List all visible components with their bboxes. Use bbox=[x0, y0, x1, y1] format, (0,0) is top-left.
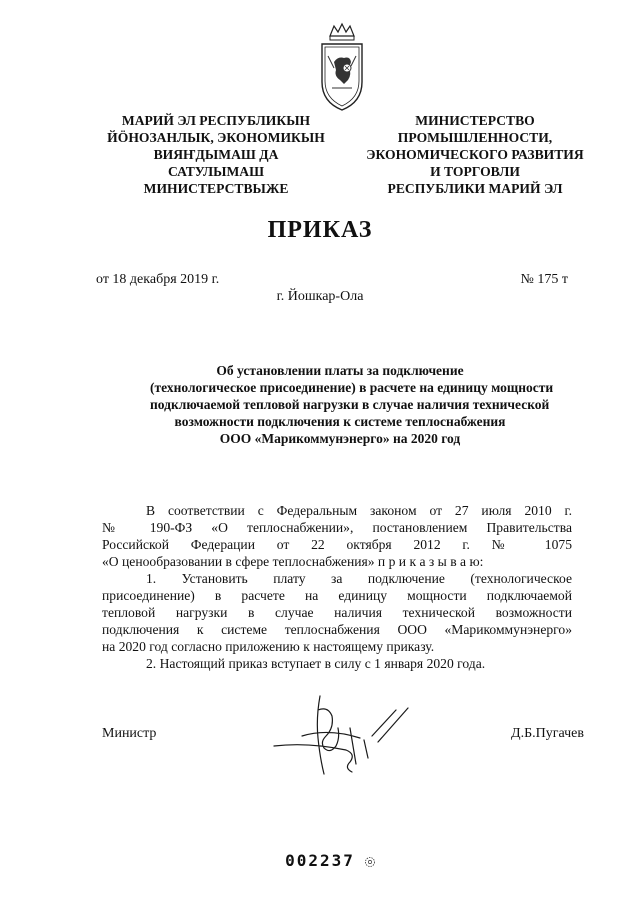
header-right-line: ЭКОНОМИЧЕСКОГО РАЗВИТИЯ bbox=[366, 147, 584, 162]
header-right-line: РЕСПУБЛИКИ МАРИЙ ЭЛ bbox=[387, 181, 563, 196]
header-right bbox=[360, 112, 590, 197]
coat-of-arms-icon bbox=[318, 22, 366, 112]
subject-line: (технологическое присоединение) в расчете на единицу мощности bbox=[150, 380, 554, 395]
header-right-line: И ТОРГОВЛИ bbox=[430, 164, 520, 179]
header-right-line: МИНИСТЕРСТВО bbox=[415, 113, 535, 128]
body-line: 1. Установить плату за подключение (технологическое bbox=[146, 571, 572, 586]
body-line: № 190-ФЗ «О теплоснабжении», постановлением Правительства bbox=[102, 520, 572, 535]
header-left-line: МАРИЙ ЭЛ РЕСПУБЛИКЫН bbox=[121, 113, 311, 128]
document-number: № 175 т bbox=[520, 272, 568, 287]
body-line: подключения к системе теплоснабжения ООО «Марикоммунэнерго» bbox=[102, 622, 572, 637]
body-line: на 2020 год согласно приложению к настоящему приказу. bbox=[102, 639, 435, 654]
document-city: г. Йошкар-Ола bbox=[276, 289, 364, 304]
document-date: от 18 декабря 2019 г. bbox=[96, 272, 220, 287]
header-right-line: ПРОМЫШЛЕННОСТИ, bbox=[397, 130, 553, 145]
body-line: присоединение) в расчете на единицу мощности подключаемой bbox=[102, 588, 572, 603]
header-left-line: ЙӦНОЗАНЛЫК, ЭКОНОМИКЫН bbox=[107, 130, 325, 145]
body-line: Российской Федерации от 22 октября 2012 г. № 1075 bbox=[102, 537, 572, 552]
header-left bbox=[96, 112, 336, 197]
subject-line: подключаемой тепловой нагрузки в случае наличия технической bbox=[150, 397, 550, 412]
signature-icon bbox=[268, 688, 410, 784]
signatory-name: Д.Б.Пугачев bbox=[511, 726, 584, 741]
body-line: 2. Настоящий приказ вступает в силу с 1 января 2020 года. bbox=[146, 656, 486, 671]
document-subject bbox=[150, 362, 554, 447]
body-line: «О ценообразовании в сфере теплоснабжения» п р и к а з ы в а ю: bbox=[102, 554, 484, 569]
header-left-line: ВИЯҤДЫМАШ ДА bbox=[153, 147, 279, 162]
serial-number: 002237 bbox=[285, 851, 355, 870]
subject-line: Об установлении платы за подключение bbox=[216, 363, 464, 378]
header-left-line: МИНИСТЕРСТВЫЖЕ bbox=[143, 181, 289, 196]
subject-line: возможности подключения к системе теплоснабжения bbox=[174, 414, 506, 429]
header-left-line: САТУЛЫМАШ bbox=[167, 164, 265, 179]
body-line: В соответствии с Федеральным законом от 27 июля 2010 г. bbox=[146, 503, 572, 518]
document-title: ПРИКАЗ bbox=[267, 217, 373, 243]
subject-line: ООО «Марикоммунэнерго» на 2020 год bbox=[219, 431, 461, 446]
stamp-mark-icon bbox=[364, 856, 376, 868]
signatory-title: Министр bbox=[102, 726, 157, 741]
body-line: тепловой нагрузки в случае наличия технической возможности bbox=[102, 605, 572, 620]
document-body bbox=[102, 502, 572, 672]
